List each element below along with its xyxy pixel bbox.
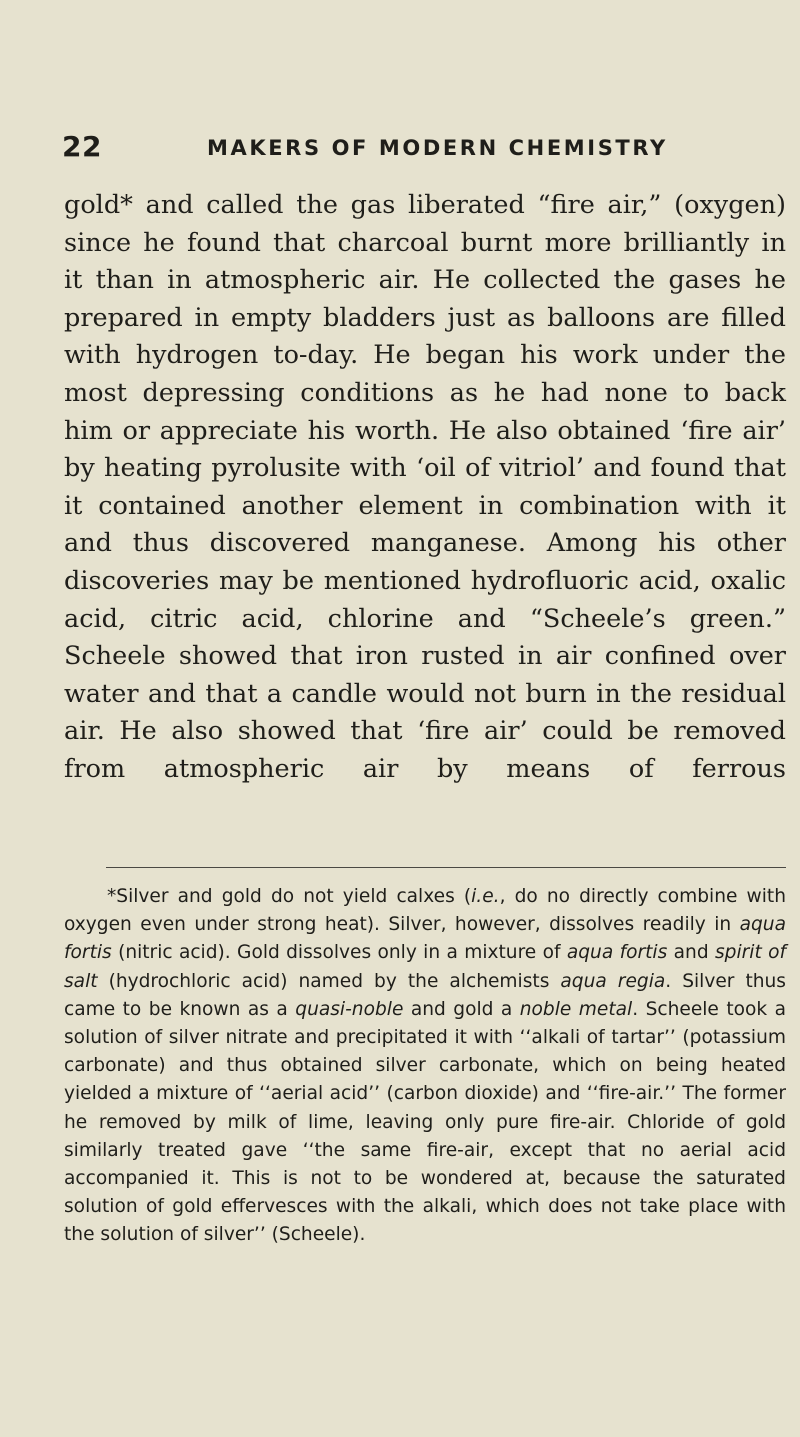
footnote-italic: aqua fortis xyxy=(566,942,668,964)
footnote xyxy=(64,883,786,1250)
page-number: 22 xyxy=(62,130,102,163)
footnote-text: and gold a xyxy=(403,998,520,1020)
footnote-text: . Silver thus came to be known as a xyxy=(64,970,786,1020)
footnote-italic: spirit of salt xyxy=(64,942,787,992)
running-head xyxy=(62,131,762,171)
footnote-italic: quasi-noble xyxy=(295,998,404,1020)
footnote-text: . Scheele took a solution of silver nitrate and precipitated it with ‘‘alkali of tartar’’ (potassium carbonate) and thus obtained silver carbonate, which on being heated yielded a mixture of ‘‘aerial acid’’ (carbon dioxide) and ‘‘fire-air.’’ The former he removed by milk of lime, leaving only pure fire-air. Chloride of gold similarly treated gave ‘‘the same fire-air, except that no aerial acid accompanied it. This is not to be wondered at, because the saturated solution of gold effervesces with the alkali, which does not take place with the solution of silver’’ (Scheele). xyxy=(64,998,787,1246)
footnote-italic: aqua fortis xyxy=(64,914,786,964)
footnote-text: , do no directly combine with oxygen even under strong heat). Silver, however, dissolves readily in xyxy=(64,886,786,936)
footnote-text: *Silver and gold do not yield calxes ( xyxy=(107,886,472,907)
footnote-italic: noble metal xyxy=(519,998,633,1020)
footnote-text: and xyxy=(667,942,715,964)
running-title: MAKERS OF MODERN CHEMISTRY xyxy=(207,136,668,160)
footnote-text: (hydrochloric acid) named by the alchemists xyxy=(97,970,561,992)
footnote-divider xyxy=(106,867,786,868)
body-paragraph: gold* and called the gas liberated “fire air,” (oxygen) since he found that charcoal burnt more brilliantly in it than in atmospheric air. He collected the gases he prepared in empty bladders just as balloons are filled with hydrogen to-day. He began his work under the most depressing conditions as he had none to back him or appreciate his worth. He also obtained ‘fire air’ by heating pyrolusite with ‘oil of vitriol’ and found that it contained another element in combination with it and thus discovered manganese. Among his other discoveries may be mentioned hydrofluoric acid, oxalic acid, citric acid, chlorine and “Scheele’s green.” Scheele showed that iron rusted in air confined over water and that a candle would not burn in the residual air. He also showed that ‘fire air’ could be removed from atmospheric air by means of ferrous xyxy=(64,190,786,784)
footnote-text: (nitric acid). Gold dissolves only in a mixture of xyxy=(111,942,567,964)
footnote-italic: aqua regia xyxy=(560,970,666,992)
footnote-italic: i.e. xyxy=(471,886,500,907)
